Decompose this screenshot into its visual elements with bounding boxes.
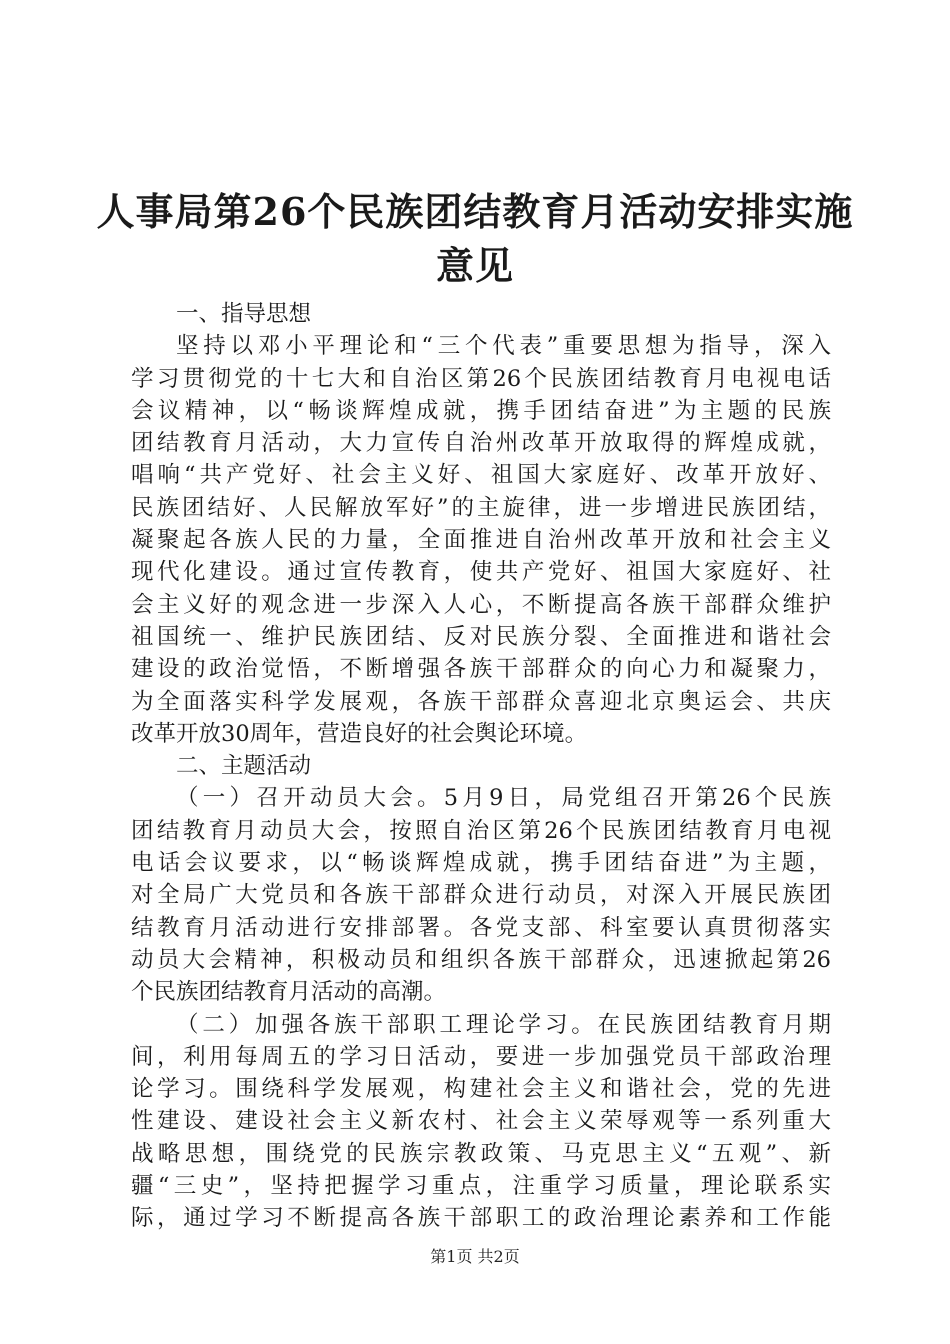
paragraph-line: 团结教育月动员大会，按照自治区第26个民族团结教育月电视 bbox=[131, 817, 831, 844]
paragraph-theory-study bbox=[131, 1009, 831, 1235]
section-heading-guiding-ideology: 一、指导思想 bbox=[176, 301, 312, 327]
document-body bbox=[131, 298, 831, 1235]
paragraph-line: 间，利用每周五的学习日活动，要进一步加强党员干部政治理 bbox=[131, 1043, 831, 1070]
paragraph-line: 论学习。围绕科学发展观，构建社会主义和谐社会，党的先进 bbox=[131, 1076, 831, 1103]
paragraph-line: 改革开放30周年，营造良好的社会舆论环境。 bbox=[131, 720, 588, 747]
paragraph-line: 动员大会精神，积极动员和组织各族干部群众，迅速掀起第26 bbox=[131, 946, 831, 973]
paragraph-line: 结教育月活动进行安排部署。各党支部、科室要认真贯彻落实 bbox=[131, 914, 831, 941]
document-title-line-1: 人事局第26个民族团结教育月活动安排实施 bbox=[96, 189, 854, 234]
paragraph-line: 为全面落实科学发展观，各族干部群众喜迎北京奥运会、共庆 bbox=[131, 688, 831, 715]
paragraph-line: 唱响“共产党好、社会主义好、祖国大家庭好、改革开放好、 bbox=[131, 462, 831, 489]
paragraph-line: 际，通过学习不断提高各族干部职工的政治理论素养和工作能 bbox=[131, 1205, 831, 1232]
document-title-line-2: 意见 bbox=[435, 243, 514, 288]
paragraph-line: 电话会议要求，以“畅谈辉煌成就，携手团结奋进”为主题， bbox=[131, 850, 831, 877]
paragraph-line: 祖国统一、维护民族团结、反对民族分裂、全面推进和谐社会 bbox=[131, 623, 831, 650]
paragraph-line: 建设的政治觉悟，不断增强各族干部群众的向心力和凝聚力， bbox=[131, 656, 831, 683]
paragraph-line: 团结教育月活动，大力宣传自治州改革开放取得的辉煌成就， bbox=[131, 430, 831, 457]
paragraph-line: 疆“三史”，坚持把握学习重点，注重学习质量，理论联系实 bbox=[131, 1173, 831, 1200]
paragraph-line: 坚持以邓小平理论和“三个代表”重要思想为指导，深入 bbox=[176, 333, 831, 360]
paragraph-line: 民族团结好、人民解放军好”的主旋律，进一步增进民族团结， bbox=[131, 494, 831, 521]
paragraph-mobilization-meeting bbox=[131, 782, 831, 1008]
paragraph-guiding-ideology bbox=[131, 330, 831, 750]
paragraph-line: 凝聚起各族人民的力量，全面推进自治州改革开放和社会主义 bbox=[131, 527, 831, 554]
paragraph-line: （二）加强各族干部职工理论学习。在民族团结教育月期 bbox=[176, 1011, 831, 1038]
paragraph-line: 性建设、建设社会主义新农村、社会主义荣辱观等一系列重大 bbox=[131, 1108, 831, 1135]
paragraph-line: 个民族团结教育月活动的高潮。 bbox=[131, 979, 447, 1006]
paragraph-line: 学习贯彻党的十七大和自治区第26个民族团结教育月电视电话 bbox=[131, 365, 831, 392]
paragraph-line: 会主义好的观念进一步深入人心，不断提高各族干部群众维护 bbox=[131, 591, 831, 618]
page-number-footer: 第1页 共2页 bbox=[430, 1247, 520, 1266]
paragraph-line: 战略思想，围绕党的民族宗教政策、马克思主义“五观”、新 bbox=[131, 1140, 831, 1167]
paragraph-line: 会议精神，以“畅谈辉煌成就，携手团结奋进”为主题的民族 bbox=[131, 397, 831, 424]
section-heading-theme-activities: 二、主题活动 bbox=[176, 753, 312, 780]
paragraph-line: （一）召开动员大会。5月9日，局党组召开第26个民族 bbox=[176, 785, 831, 812]
paragraph-line: 对全局广大党员和各族干部群众进行动员，对深入开展民族团 bbox=[131, 882, 831, 909]
paragraph-line: 现代化建设。通过宣传教育，使共产党好、祖国大家庭好、社 bbox=[131, 559, 831, 586]
